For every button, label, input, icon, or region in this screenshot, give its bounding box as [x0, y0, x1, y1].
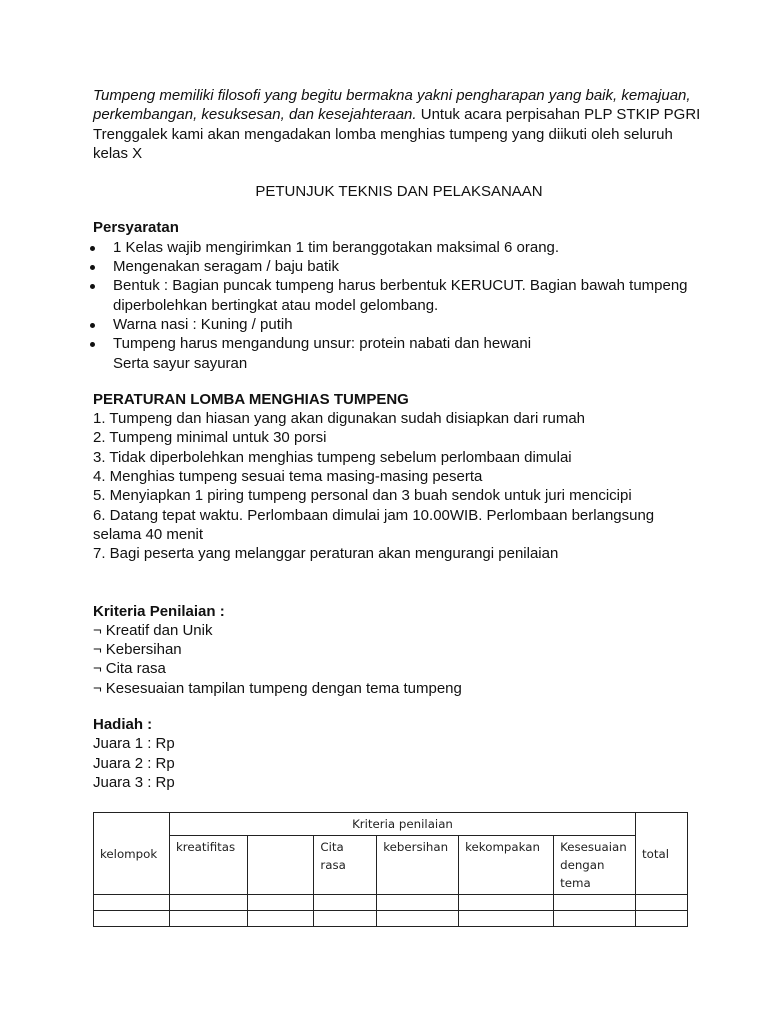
table-cell: [169, 895, 247, 911]
table-cell: [377, 895, 459, 911]
table-cell: [377, 911, 459, 927]
intro-normal: Untuk acara perpisahan PLP STKIP PGRI Trenggalek kami akan mengadakan lomba menghias tumpeng yang diikuti oleh seluruh kelas X: [93, 106, 701, 162]
kriteria-group-header: Kriteria penilaian: [169, 813, 635, 836]
table-cell: [554, 895, 636, 911]
peraturan-item: 3. Tidak diperbolehkan menghias tumpeng sebelum perlombaan dimulai: [93, 448, 572, 466]
peraturan-item: 7. Bagi peserta yang melanggar peraturan akan mengurangi penilaian: [93, 545, 559, 563]
table-cell: [459, 911, 554, 927]
peraturan-item: 1. Tumpeng dan hiasan yang akan digunakan sudah disiapkan dari rumah: [93, 410, 586, 428]
table-header-row: [94, 813, 688, 836]
persyaratan-item-text: Tumpeng harus mengandung unsur: protein nabati dan hewani: [113, 335, 532, 353]
intro-italic: Tumpeng memiliki filosofi yang begitu bermakna yakni pengharapan yang baik, kemajuan, perkembangan, kesuksesan, dan kesejahteraan.: [93, 87, 691, 124]
column-header: kebersihan: [377, 836, 459, 895]
intro-paragraph: [93, 86, 705, 163]
persyaratan-continuation: Serta sayur sayuran: [113, 354, 248, 372]
persyaratan-item: Bentuk : Bagian puncak tumpeng harus berbentuk KERUCUT. Bagian bawah tumpeng diperbolehkan bertingkat atau model gelombang.: [93, 276, 705, 315]
table-cell: [247, 911, 314, 927]
column-header: Kesesuaian dengan tema: [554, 836, 636, 895]
column-header: kekompakan: [459, 836, 554, 895]
scoring-table: [93, 812, 688, 927]
table-subheader-row: [94, 836, 688, 895]
kriteria-item: ¬ Cita rasa: [93, 660, 166, 678]
table-cell: [314, 895, 377, 911]
table-cell: [169, 911, 247, 927]
peraturan-title: PERATURAN LOMBA MENGHIAS TUMPENG: [93, 390, 409, 408]
table-cell: [94, 911, 170, 927]
persyaratan-item: Mengenakan seragam / baju batik: [93, 257, 705, 276]
table-cell: [247, 895, 314, 911]
kelompok-header: kelompok: [94, 813, 170, 895]
table-cell: [636, 895, 688, 911]
persyaratan-list: [93, 238, 705, 373]
kriteria-title: Kriteria Penilaian :: [93, 602, 225, 620]
main-title: PETUNJUK TEKNIS DAN PELAKSANAAN: [255, 183, 543, 201]
negation-symbol: ¬: [93, 660, 102, 678]
table-cell: [459, 895, 554, 911]
kriteria-list: [93, 621, 705, 698]
persyaratan-item: 1 Kelas wajib mengirimkan 1 tim beranggotakan maksimal 6 orang.: [93, 238, 705, 257]
kriteria-item: ¬ Kebersihan: [93, 641, 182, 659]
peraturan-item: 6. Datang tepat waktu. Perlombaan dimulai jam 10.00WIB. Perlombaan berlangsung selama 40 menit: [93, 506, 655, 543]
document-body: [93, 86, 705, 792]
hadiah-list: [93, 734, 705, 792]
column-header: [247, 836, 314, 895]
peraturan-item: 2. Tumpeng minimal untuk 30 porsi: [93, 429, 327, 447]
peraturan-item: 4. Menghias tumpeng sesuai tema masing-masing peserta: [93, 468, 483, 486]
table-row: [94, 895, 688, 911]
kriteria-item: ¬ Kesesuaian tampilan tumpeng dengan tema tumpeng: [93, 679, 462, 697]
hadiah-item: Juara 1 : Rp: [93, 735, 175, 753]
column-header: kreatifitas: [169, 836, 247, 895]
negation-symbol: ¬: [93, 621, 102, 639]
persyaratan-title: Persyaratan: [93, 219, 179, 237]
column-header: Cita rasa: [314, 836, 377, 895]
negation-symbol: ¬: [93, 641, 102, 659]
table-cell: [636, 911, 688, 927]
table-cell: [314, 911, 377, 927]
persyaratan-item: Warna nasi : Kuning / putih: [93, 315, 705, 334]
hadiah-title: Hadiah :: [93, 716, 153, 734]
kriteria-item: ¬ Kreatif dan Unik: [93, 621, 213, 639]
table-cell: [94, 895, 170, 911]
hadiah-item: Juara 2 : Rp: [93, 754, 175, 772]
hadiah-item: Juara 3 : Rp: [93, 773, 175, 791]
peraturan-list: [93, 409, 705, 563]
negation-symbol: ¬: [93, 679, 102, 697]
table-cell: [554, 911, 636, 927]
peraturan-item: 5. Menyiapkan 1 piring tumpeng personal dan 3 buah sendok untuk juri mencicipi: [93, 487, 632, 505]
persyaratan-item: [93, 334, 705, 373]
total-header: total: [636, 813, 688, 895]
table-row: [94, 911, 688, 927]
